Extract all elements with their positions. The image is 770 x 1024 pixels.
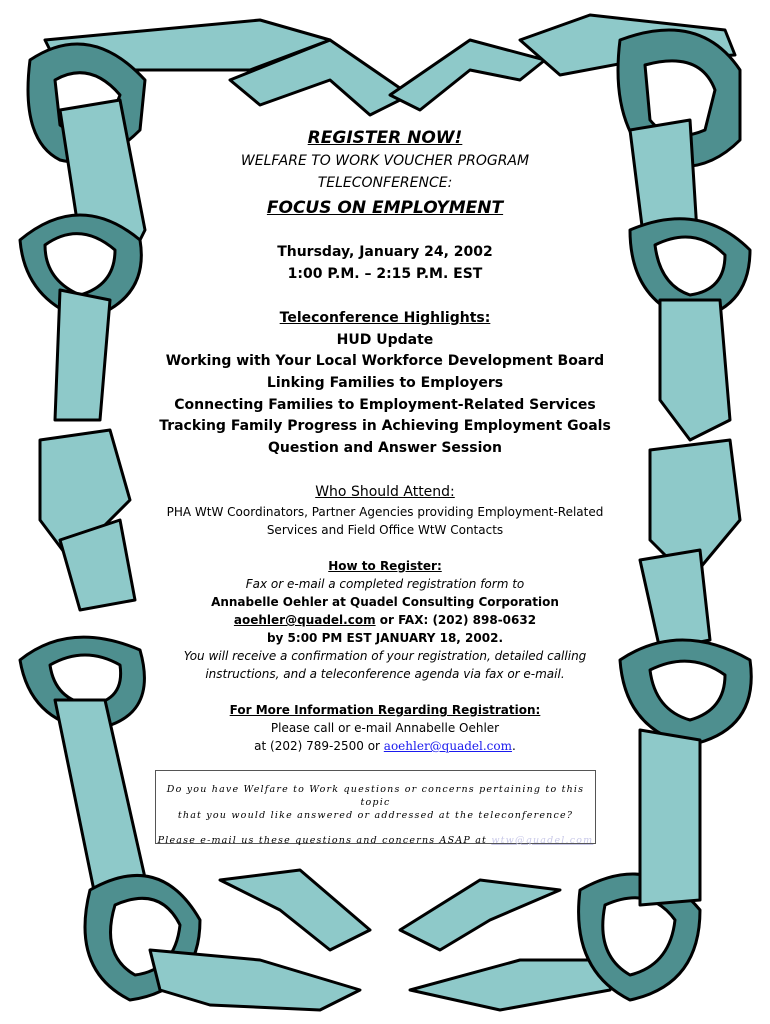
highlight-item: HUD Update [336,332,434,348]
register-fax: or FAX: (202) 898-0632 [375,613,537,627]
highlight-item: Connecting Families to Employment-Related Services [174,397,596,413]
question-line-2: that you would like answered or addressed at the teleconference? [177,810,574,821]
chain-link-bottom-mid-left [220,870,370,950]
more-info-suffix: . [512,739,516,753]
teleconference-label: TELECONFERENCE: [317,175,453,191]
question-line-1: Do you have Welfare to Work questions or concerns pertaining to this topic [166,784,585,808]
who-should-attend-title: Who Should Attend: [315,484,455,500]
more-info-email-link[interactable]: aoehler@quadel.com [383,739,513,753]
register-contact-line [0,613,770,627]
more-info-phone: at (202) 789-2500 or [254,739,384,753]
register-email-link[interactable]: aoehler@quadel.com [233,613,376,627]
chain-link-bottom-left-hook [150,950,360,1010]
more-info-line-2 [0,739,770,753]
how-to-register-title: How to Register: [328,559,442,573]
highlight-item: Question and Answer Session [268,440,502,456]
program-name: WELFARE TO WORK VOUCHER PROGRAM [240,153,530,169]
highlight-item: Tracking Family Progress in Achieving Employment Goals [159,418,611,434]
more-info-line-1: Please call or e-mail Annabelle Oehler [270,721,500,735]
chain-link-top-right-hook [390,40,545,110]
focus-title: FOCUS ON EMPLOYMENT [266,198,504,218]
highlight-item: Linking Families to Employers [266,375,504,391]
register-confirm-1: You will receive a confirmation of your registration, detailed calling [183,649,587,663]
register-deadline: by 5:00 PM EST JANUARY 18, 2002. [266,631,504,645]
register-confirm-2: instructions, and a teleconference agenda via fax or e-mail. [205,667,565,681]
highlights-title: Teleconference Highlights: [279,310,491,326]
question-line-3 [156,834,595,847]
register-line-1: Fax or e-mail a completed registration form to [245,577,525,591]
who-line-1: PHA WtW Coordinators, Partner Agencies providing Employment-Related [166,505,604,519]
event-date: Thursday, January 24, 2002 [277,244,493,260]
highlight-item: Working with Your Local Workforce Development Board [165,353,605,369]
chain-link-bottom-right-hook [410,960,620,1010]
chain-link-right-lower [640,730,700,905]
question-line-3-text: Please e-mail us these questions and concerns ASAP at [157,835,492,846]
register-now-heading: REGISTER NOW! [307,128,463,148]
chain-link-bottom-mid-right [400,880,560,950]
event-time: 1:00 P.M. – 2:15 P.M. EST [287,266,483,282]
register-line-2: Annabelle Oehler at Quadel Consulting Corporation [211,595,559,609]
more-info-title: For More Information Regarding Registration: [229,703,541,717]
who-line-2: Services and Field Office WtW Contacts [266,523,504,537]
question-email-link[interactable]: wtw@quadel.com [491,835,594,846]
questions-box [155,770,596,844]
